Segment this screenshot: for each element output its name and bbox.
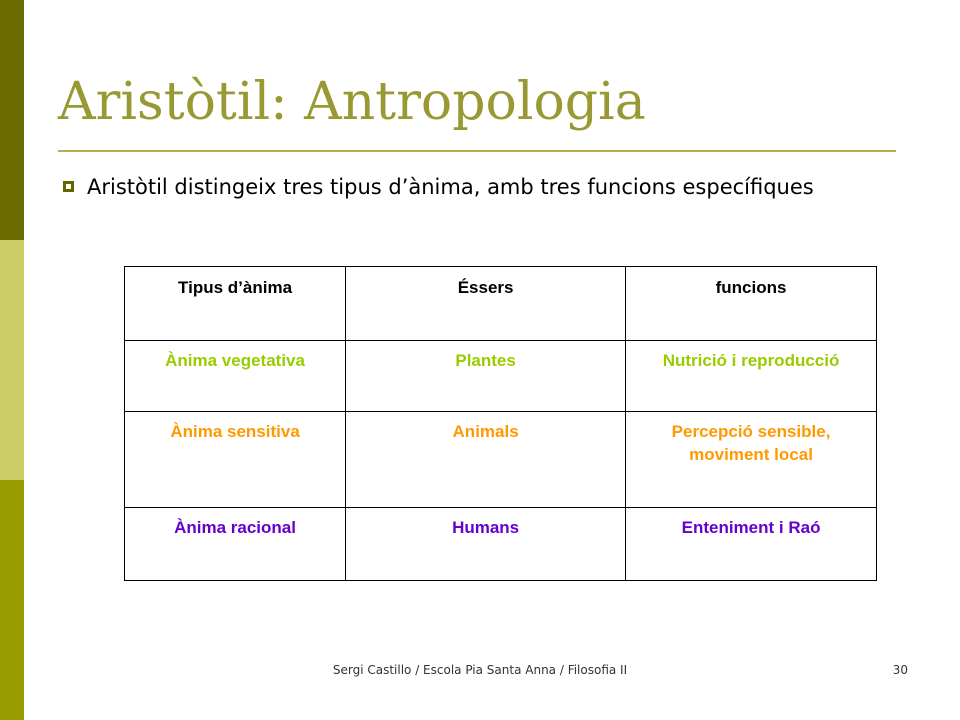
cell-nutricio-reproduccio: Nutrició i reproducció: [626, 341, 877, 412]
bullet-text: Aristòtil distingeix tres tipus d’ànima, amb tres funcions específiques: [87, 175, 814, 199]
footer-credit: Sergi Castillo / Escola Pia Santa Anna / Filosofia II: [332, 663, 628, 677]
table-row-racional: [125, 508, 877, 581]
header-tipus: Tipus d’ànima: [125, 267, 346, 341]
cell-anima-sensitiva: Ànima sensitiva: [125, 412, 346, 508]
sidebar-band-dark: [0, 0, 24, 240]
title-underline: [58, 150, 896, 152]
table-row-sensitiva: [125, 412, 877, 508]
header-funcions: funcions: [626, 267, 877, 341]
cell-percepcio-moviment: Percepció sensible, moviment local: [626, 412, 877, 508]
cell-anima-vegetativa: Ànima vegetativa: [125, 341, 346, 412]
table-header-row: [125, 267, 877, 341]
header-essers: Éssers: [346, 267, 626, 341]
page-number: 30: [892, 663, 908, 677]
table-row-vegetativa: [125, 341, 877, 412]
slide-title: Aristòtil: Antropologia: [58, 72, 646, 132]
cell-plantes: Plantes: [346, 341, 626, 412]
cell-enteniment-rao: Enteniment i Raó: [626, 508, 877, 581]
sidebar-band-light: [0, 240, 24, 480]
soul-types-table: [124, 266, 877, 581]
cell-anima-racional: Ànima racional: [125, 508, 346, 581]
cell-humans: Humans: [346, 508, 626, 581]
cell-animals: Animals: [346, 412, 626, 508]
sidebar-band-olive: [0, 480, 24, 720]
